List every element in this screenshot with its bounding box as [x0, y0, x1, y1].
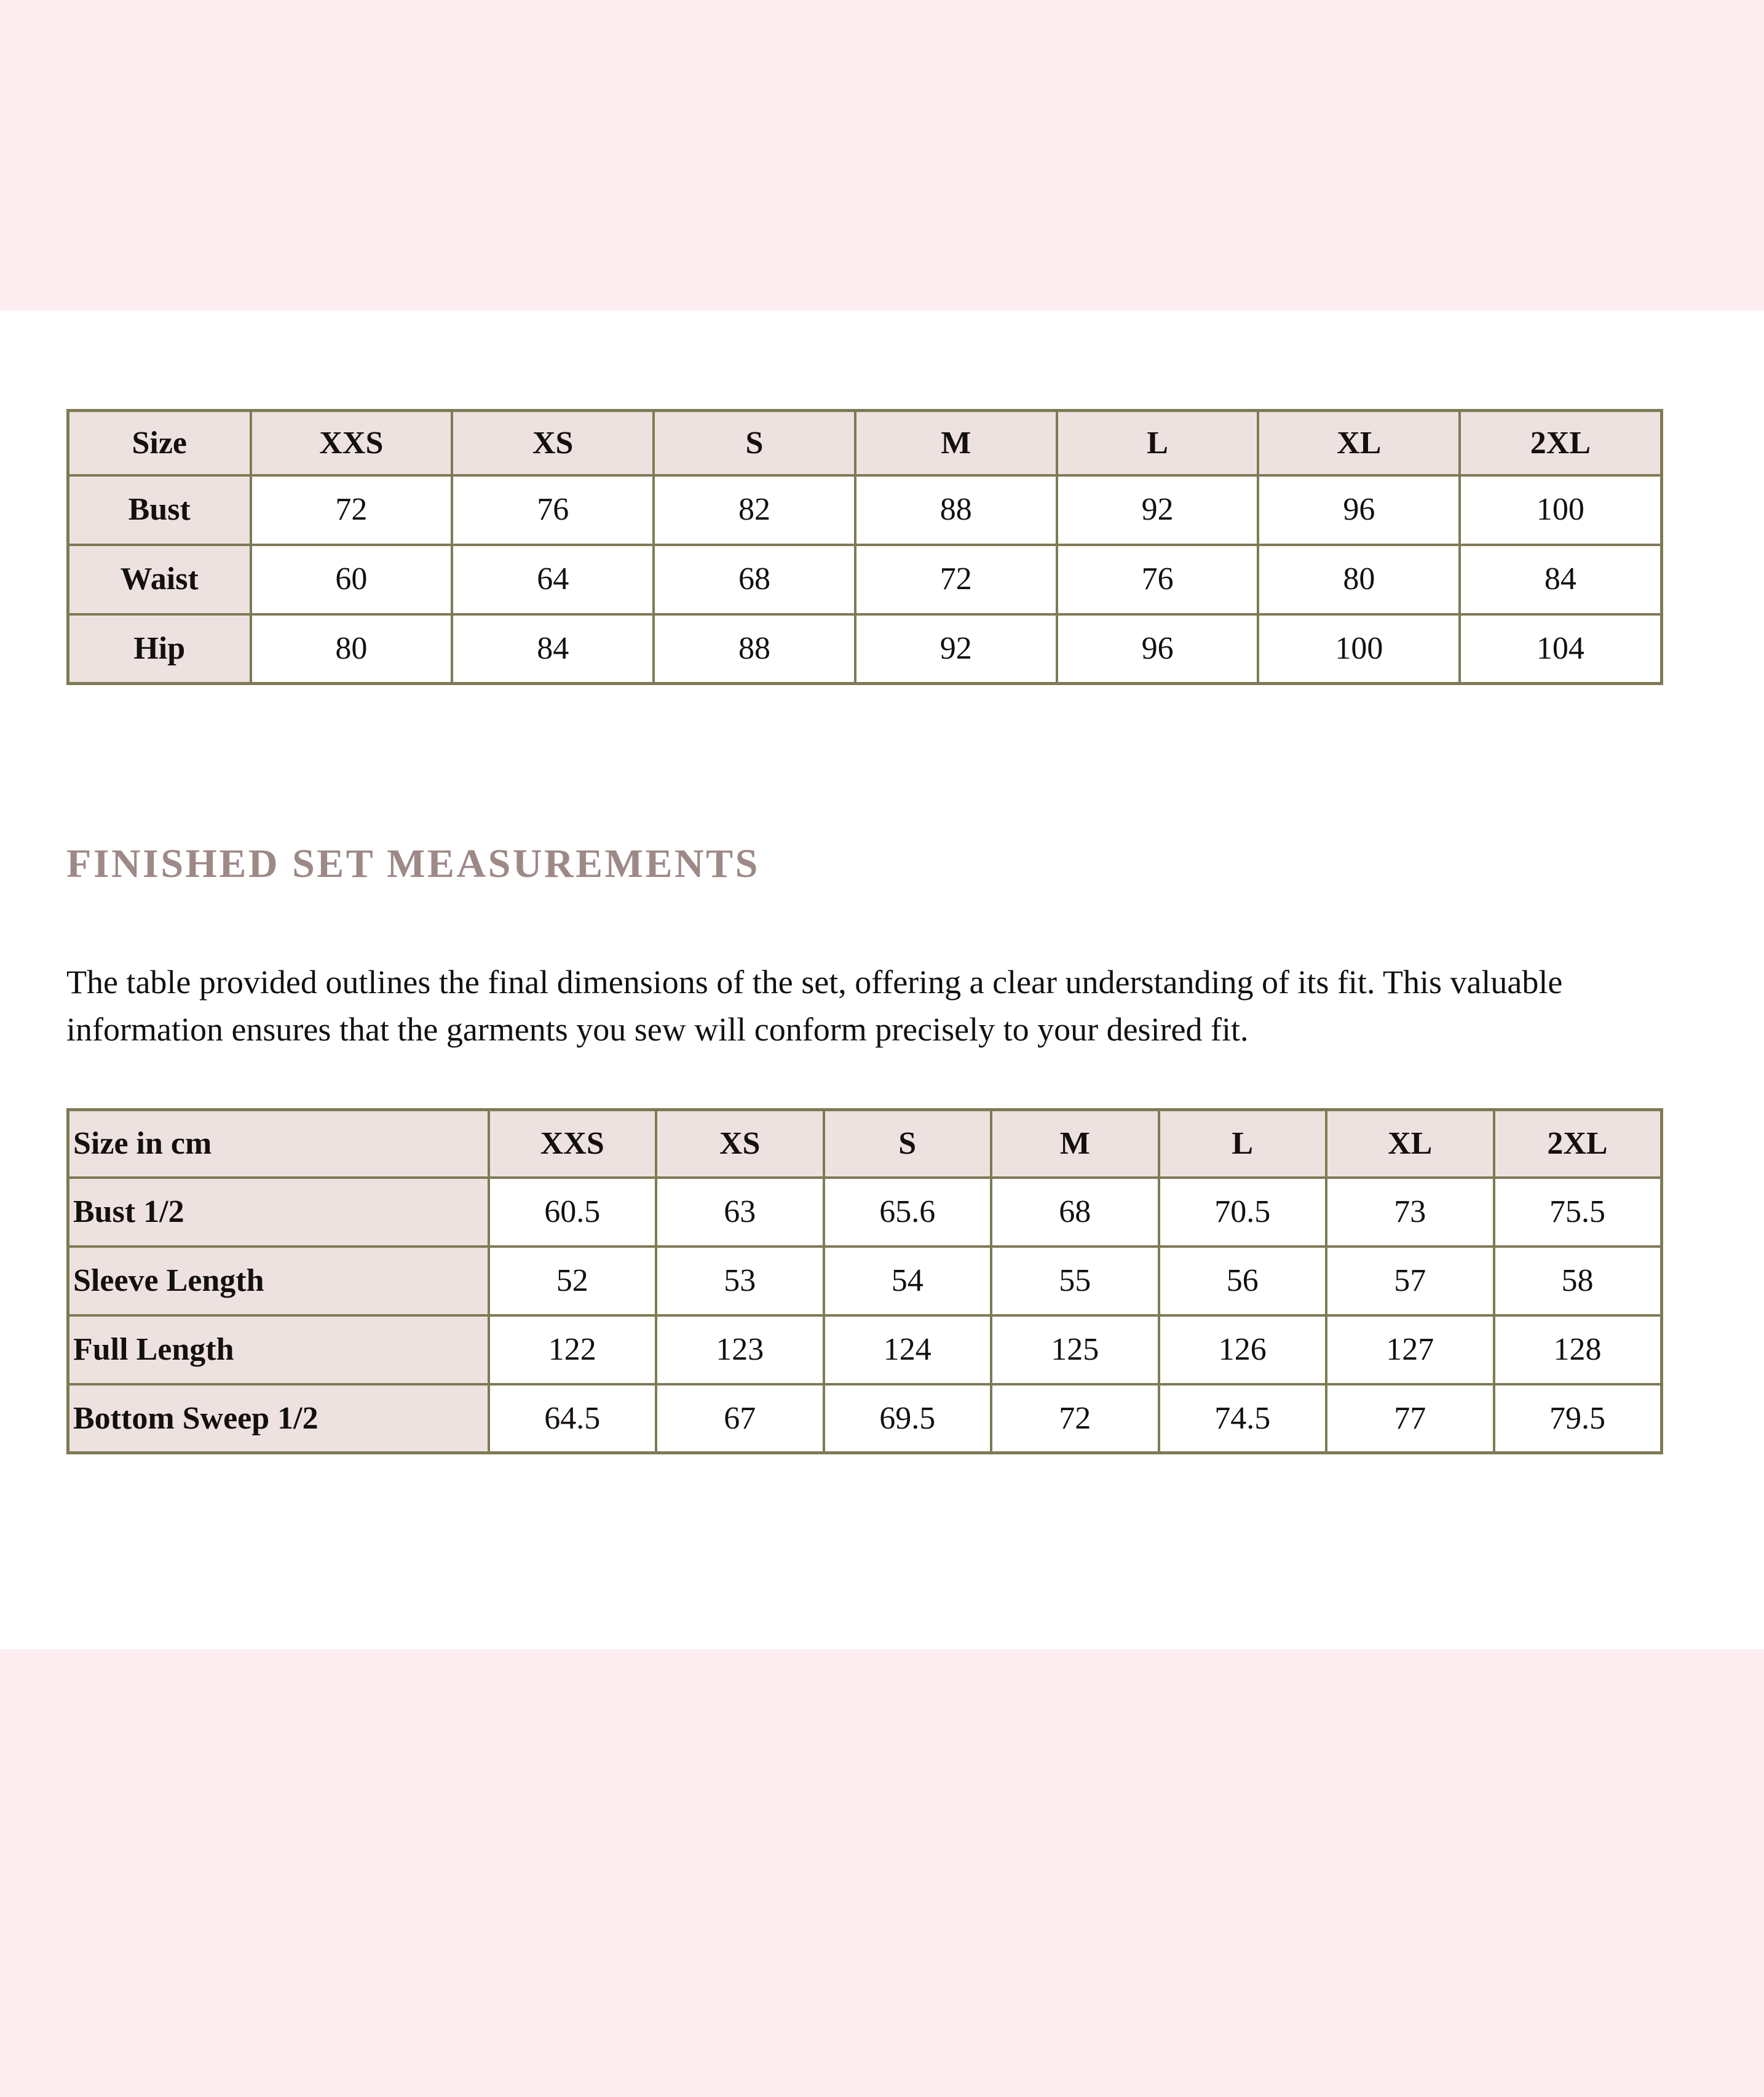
column-header-xxs: XXS: [251, 411, 453, 475]
column-header-2xl: 2XL: [1494, 1110, 1662, 1178]
table-row: [68, 545, 1662, 614]
table-cell: 79.5: [1494, 1384, 1662, 1453]
table-cell: 123: [656, 1315, 824, 1384]
table-row: [68, 1315, 1662, 1384]
table-cell: 55: [991, 1247, 1159, 1315]
section-heading: FINISHED SET MEASUREMENTS: [66, 841, 760, 886]
table-cell: 84: [452, 614, 654, 684]
table-cell: 57: [1326, 1247, 1494, 1315]
finished-set-measurements-table: [66, 1108, 1663, 1454]
table-cell: 60: [251, 545, 453, 614]
column-header-s: S: [654, 411, 855, 475]
table-cell: 58: [1494, 1247, 1662, 1315]
column-header-l: L: [1057, 411, 1259, 475]
table-cell: 84: [1460, 545, 1661, 614]
row-label: Bust 1/2: [68, 1178, 489, 1247]
table-row: [68, 475, 1662, 545]
table-cell: 124: [824, 1315, 992, 1384]
table-cell: 126: [1159, 1315, 1327, 1384]
row-label: Waist: [68, 545, 251, 614]
table-cell: 92: [1057, 475, 1259, 545]
column-header-size-in-cm: Size in cm: [68, 1110, 489, 1178]
row-label: Hip: [68, 614, 251, 684]
table-cell: 73: [1326, 1178, 1494, 1247]
table-cell: 64: [452, 545, 654, 614]
table-cell: 96: [1258, 475, 1460, 545]
table-cell: 72: [251, 475, 453, 545]
body-measurements-table: [66, 409, 1663, 685]
table-row: [68, 1178, 1662, 1247]
table-header-row: [68, 411, 1662, 475]
table-cell: 75.5: [1494, 1178, 1662, 1247]
table-cell: 88: [855, 475, 1057, 545]
table-row: [68, 1247, 1662, 1315]
table-cell: 67: [656, 1384, 824, 1453]
table-cell: 82: [654, 475, 855, 545]
table-cell: 104: [1460, 614, 1661, 684]
table-cell: 88: [654, 614, 855, 684]
table-cell: 100: [1460, 475, 1661, 545]
column-header-xl: XL: [1326, 1110, 1494, 1178]
table-cell: 76: [452, 475, 654, 545]
table-cell: 92: [855, 614, 1057, 684]
table-cell: 65.6: [824, 1178, 992, 1247]
row-label: Bust: [68, 475, 251, 545]
table-cell: 63: [656, 1178, 824, 1247]
table-cell: 68: [654, 545, 855, 614]
table-cell: 52: [489, 1247, 657, 1315]
table-cell: 60.5: [489, 1178, 657, 1247]
decorative-band-top: [0, 0, 1764, 311]
column-header-xxs: XXS: [489, 1110, 657, 1178]
table-cell: 70.5: [1159, 1178, 1327, 1247]
table-cell: 72: [991, 1384, 1159, 1453]
table-cell: 72: [855, 545, 1057, 614]
table-cell: 122: [489, 1315, 657, 1384]
row-label: Full Length: [68, 1315, 489, 1384]
table-cell: 53: [656, 1247, 824, 1315]
table-cell: 54: [824, 1247, 992, 1315]
column-header-size: Size: [68, 411, 251, 475]
column-header-m: M: [991, 1110, 1159, 1178]
table-cell: 69.5: [824, 1384, 992, 1453]
column-header-m: M: [855, 411, 1057, 475]
table-header-row: [68, 1110, 1662, 1178]
column-header-2xl: 2XL: [1460, 411, 1661, 475]
table-cell: 77: [1326, 1384, 1494, 1453]
table-cell: 56: [1159, 1247, 1327, 1315]
table-cell: 100: [1258, 614, 1460, 684]
table-cell: 96: [1057, 614, 1259, 684]
table-cell: 80: [1258, 545, 1460, 614]
column-header-xs: XS: [656, 1110, 824, 1178]
table-cell: 74.5: [1159, 1384, 1327, 1453]
table-cell: 76: [1057, 545, 1259, 614]
table-cell: 125: [991, 1315, 1159, 1384]
decorative-band-bottom: [0, 1649, 1764, 2097]
column-header-xl: XL: [1258, 411, 1460, 475]
column-header-xs: XS: [452, 411, 654, 475]
table-cell: 128: [1494, 1315, 1662, 1384]
row-label: Bottom Sweep 1/2: [68, 1384, 489, 1453]
column-header-l: L: [1159, 1110, 1327, 1178]
table-row: [68, 1384, 1662, 1453]
row-label: Sleeve Length: [68, 1247, 489, 1315]
column-header-s: S: [824, 1110, 992, 1178]
table-cell: 127: [1326, 1315, 1494, 1384]
table-cell: 80: [251, 614, 453, 684]
table-cell: 64.5: [489, 1384, 657, 1453]
table-cell: 68: [991, 1178, 1159, 1247]
table-row: [68, 614, 1662, 684]
section-paragraph: The table provided outlines the final dimensions of the set, offering a clear understanding of its fit. This valuable information ensures that the garments you sew will conform precisely to your desired fit.: [66, 964, 1563, 1048]
